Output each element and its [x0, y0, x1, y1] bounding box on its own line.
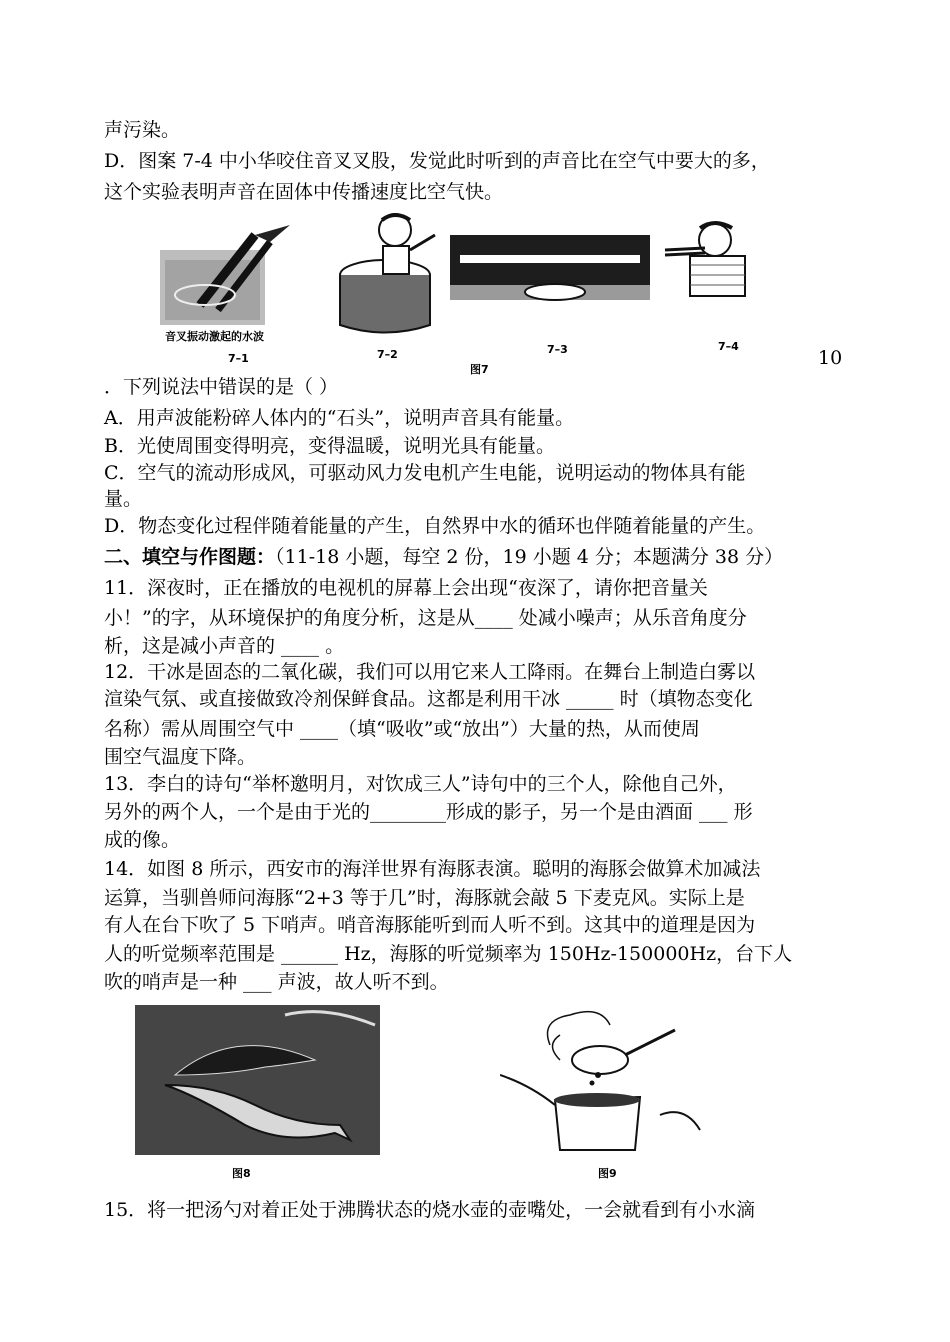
figure-7-3-label: 7–3 — [547, 343, 568, 356]
page-number: 10 — [818, 347, 843, 369]
text-line-6: B．光使周围变得明亮，变得温暖，说明光具有能量。 — [104, 435, 555, 457]
figure-9 — [500, 1005, 715, 1155]
figure-7-illustrations — [160, 210, 760, 370]
spoon-kettle-image — [500, 1005, 715, 1155]
section-instructions: （11-18 小题，每空 2 份，19 小题 4 分；本题满分 38 分） — [275, 546, 784, 568]
section-heading-line — [104, 545, 783, 569]
section-heading: 二、填空与作图题： — [104, 546, 276, 568]
text-line-13: 析，这是减小声音的 ____ 。 — [104, 635, 345, 657]
figure-7-4-label: 7–4 — [718, 340, 739, 353]
text-line-17: 围空气温度下降。 — [104, 746, 257, 768]
text-line-15: 渲染气氛、或直接做致冷剂保鲜食品。这都是利用干冰 _____ 时（填物态变化 — [104, 688, 753, 710]
text-line-8: 量。 — [104, 488, 143, 510]
figure-8-title: 图8 — [232, 1167, 251, 1180]
text-line-24: 人的听觉频率范围是 ______ Hz，海豚的听觉频率为 150Hz-150000Hz，台下人 — [104, 943, 793, 965]
text-line-14: 12．干冰是固态的二氧化碳，我们可以用它来人工降雨。在舞台上制造白雾以 — [104, 661, 756, 683]
text-line-5: A．用声波能粉碎人体内的“石头”，说明声音具有能量。 — [104, 407, 575, 429]
figure-8 — [135, 1005, 380, 1155]
street-buildings-image — [450, 235, 650, 300]
figure-7 — [160, 210, 760, 370]
text-line-19: 另外的两个人，一个是由于光的________形成的影子，另一个是由酒面 ___ 形 — [104, 801, 753, 823]
figure-7-2-label: 7–2 — [377, 348, 398, 361]
text-line-3: 这个实验表明声音在固体中传播速度比空气快。 — [104, 181, 504, 203]
text-line-9: D．物态变化过程伴随着能量的产生，自然界中水的循环也伴随着能量的产生。 — [104, 515, 766, 537]
text-line-18: 13．李白的诗句“举杯邀明月，对饮成三人”诗句中的三个人，除他自己外， — [104, 773, 737, 795]
tuning-fork-water-image — [160, 225, 290, 325]
text-line-20: 成的像。 — [104, 829, 181, 851]
text-line-12: 小！”的字，从环境保护的角度分析，这是从____ 处减小噪声；从乐音角度分 — [104, 607, 747, 629]
text-line-25: 吹的哨声是一种 ___ 声波，故人听不到。 — [104, 971, 449, 993]
text-line-23: 有人在台下吹了 5 下哨声。哨音海豚能听到而人听不到。这其中的道理是因为 — [104, 914, 756, 936]
text-line-16: 名称）需从周围空气中 ____（填“吸收”或“放出”）大量的热，从而使周 — [104, 718, 700, 740]
text-line-22: 运算，当驯兽师问海豚“2+3 等于几”时，海豚就会敲 5 下麦克风。实际上是 — [104, 887, 745, 909]
boy-biting-fork-image — [665, 223, 745, 296]
figure-7-1-description: 音叉振动激起的水波 — [165, 330, 264, 343]
figure-7-1-label: 7–1 — [228, 352, 249, 365]
text-line-4: ．下列说法中错误的是（ ） — [104, 376, 339, 398]
text-line-1: 声污染。 — [104, 119, 181, 141]
boy-drum-image — [340, 214, 435, 333]
text-line-7: C．空气的流动形成风，可驱动风力发电机产生电能，说明运动的物体具有能 — [104, 462, 746, 484]
figure-7-title: 图7 — [470, 363, 489, 376]
text-line-11: 11．深夜时，正在播放的电视机的屏幕上会出现“夜深了，请你把音量关 — [104, 577, 708, 599]
text-line-2: D．图案 7-4 中小华咬住音叉叉股，发觉此时听到的声音比在空气中要大的多， — [104, 150, 770, 172]
text-line-21: 14．如图 8 所示，西安市的海洋世界有海豚表演。聪明的海豚会做算术加减法 — [104, 858, 761, 880]
figure-9-title: 图9 — [598, 1167, 617, 1180]
text-line-26: 15．将一把汤勺对着正处于沸腾状态的烧水壶的壶嘴处，一会就看到有小水滴 — [104, 1199, 756, 1221]
dolphin-image — [135, 1005, 380, 1155]
